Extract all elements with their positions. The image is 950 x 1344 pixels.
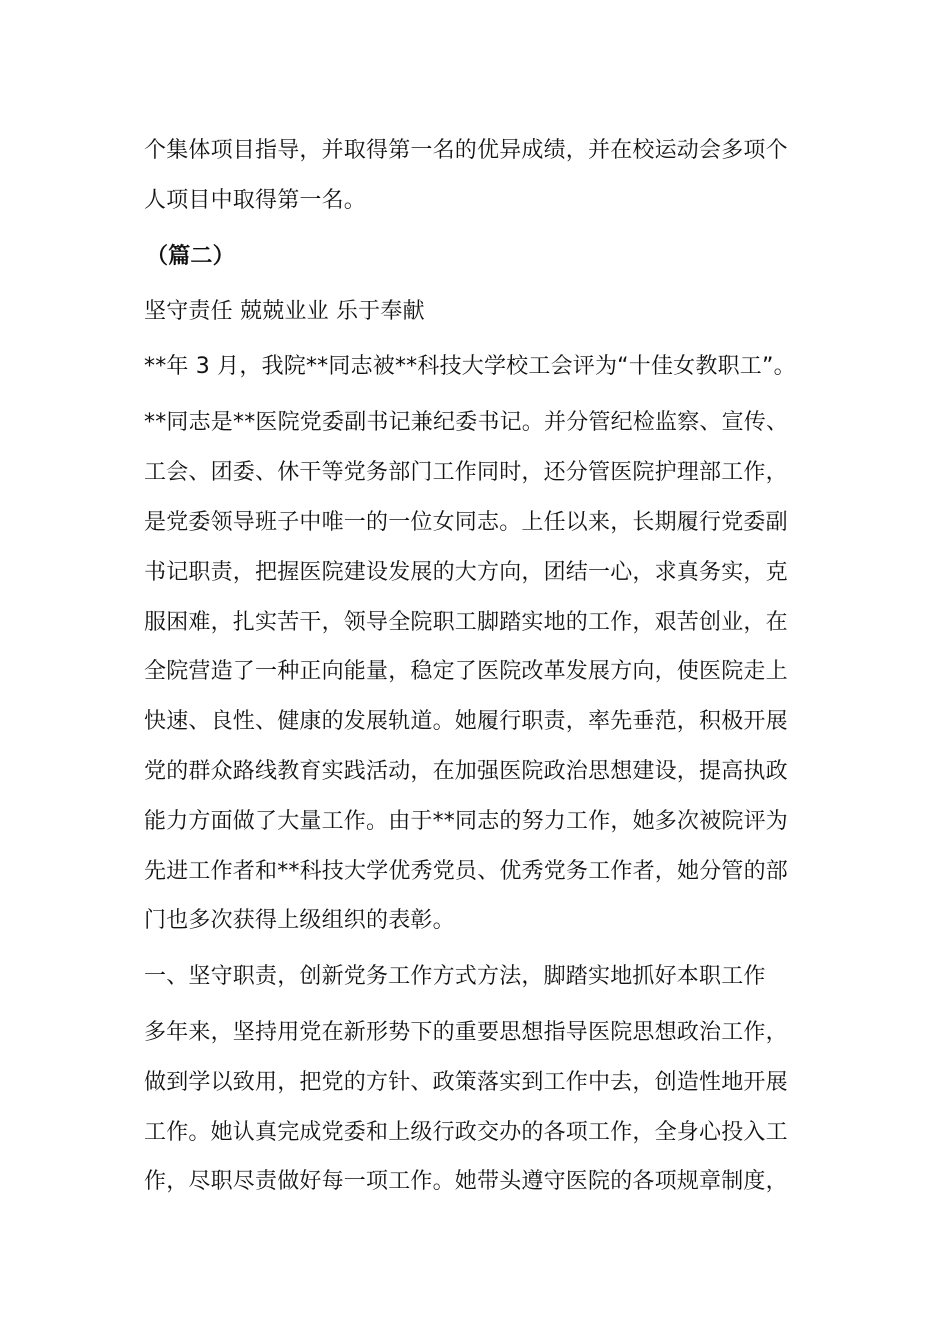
text-line: 工作。她认真完成党委和上级行政交办的各项工作，全身心投入工 — [144, 1120, 788, 1145]
text-line: 个集体项目指导，并取得第一名的优异成绩，并在校运动会多项个 — [144, 138, 788, 163]
text-line: 作，尽职尽责做好每一项工作。她带头遵守医院的各项规章制度， — [144, 1169, 788, 1194]
article-title: 坚守责任 兢兢业业 乐于奉献 — [144, 299, 425, 324]
text-line: 先进工作者和**科技大学优秀党员、优秀党务工作者，她分管的部 — [144, 859, 789, 884]
text-line: 人项目中取得第一名。 — [144, 188, 367, 213]
text-line: **同志是**医院党委副书记兼纪委书记。并分管纪检监察、宣传、 — [144, 410, 789, 435]
text-line: **年 3 月，我院**同志被**科技大学校工会评为“十佳女教职工”。 — [144, 354, 796, 379]
text-line: 工会、团委、休干等党务部门工作同时，还分管医院护理部工作， — [144, 460, 788, 485]
text-line: 快速、良性、健康的发展轨道。她履行职责，率先垂范，积极开展 — [144, 709, 788, 734]
text-line: 能力方面做了大量工作。由于**同志的努力工作，她多次被院评为 — [144, 809, 789, 834]
text-line: 全院营造了一种正向能量，稳定了医院改革发展方向，使医院走上 — [144, 659, 788, 684]
text-line: 多年来，坚持用党在新形势下的重要思想指导医院思想政治工作， — [144, 1020, 788, 1045]
text-line: 书记职责，把握医院建设发展的大方向，团结一心，求真务实，克 — [144, 560, 788, 585]
text-line: 党的群众路线教育实践活动，在加强医院政治思想建设，提高执政 — [144, 759, 788, 784]
text-line: 是党委领导班子中唯一的一位女同志。上任以来，长期履行党委副 — [144, 510, 788, 535]
text-line: 服困难，扎实苦干，领导全院职工脚踏实地的工作，艰苦创业，在 — [144, 610, 788, 635]
section-subheading: 一、坚守职责，创新党务工作方式方法，脚踏实地抓好本职工作 — [144, 964, 766, 989]
text-line: 门也多次获得上级组织的表彰。 — [144, 908, 455, 933]
text-line: 做到学以致用，把党的方针、政策落实到工作中去，创造性地开展 — [144, 1070, 788, 1095]
section-heading: （篇二） — [146, 244, 235, 269]
